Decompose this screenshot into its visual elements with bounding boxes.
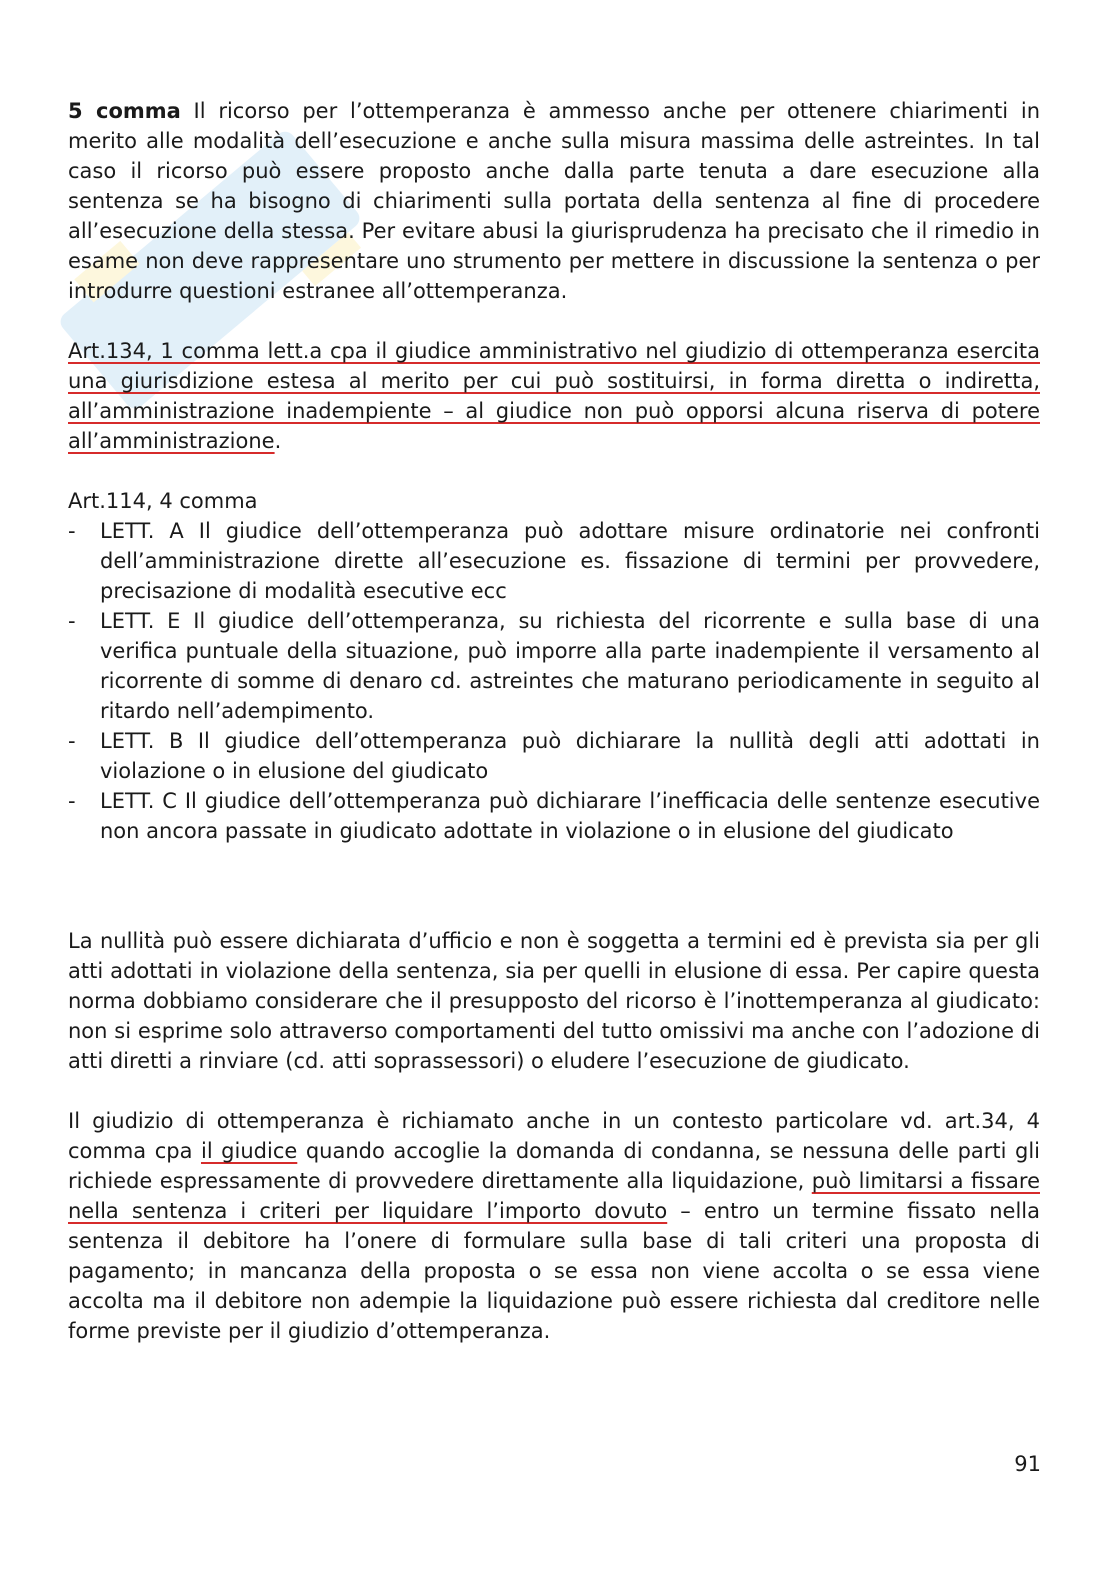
page-number: 91 (1014, 1452, 1041, 1476)
paragraph-text: Il ricorso per l’ottemperanza è ammesso anche per ottenere chiarimenti in merito alle modalità dell’esecuzione e anche sulla misura massima delle astreintes. In tal caso il ricorso può essere proposto anche dalla parte tenuta a dare esecuzione alla sentenza se ha bisogno di chiarimenti sulla portata della sentenza al fine di procedere all’esecuzione della stessa. Per evitare abusi la giurisprudenza ha precisato che il rimedio in esame non deve rappresentare uno strumento per mettere in discussione la sentenza o per introdurre questioni estranee all’ottemperanza. (68, 99, 1041, 303)
spacer (68, 846, 1040, 926)
list-dash: - (68, 729, 76, 753)
paragraph-art-134 (68, 336, 1040, 456)
paragraph-tail: . (274, 429, 282, 453)
list-item-text: LETT. E Il giudice dell’ottemperanza, su richiesta del ricorrente e sulla base di una verifica puntuale della situazione, può imporre alla parte inadempiente il versamento al ricorrente di somme di denaro cd. astreintes che maturano periodicamente in seguito al ritardo nell’adempimento. (100, 609, 1040, 723)
list-item (68, 726, 1040, 786)
list-item (68, 786, 1040, 846)
list-item (68, 516, 1040, 606)
list-dash: - (68, 789, 76, 813)
document-page (68, 96, 1040, 1346)
heading-art-114: Art.114, 4 comma (68, 489, 258, 513)
underlined-text: il giudice (200, 1139, 298, 1163)
list-item-text: LETT. B Il giudice dell’ottemperanza può dichiarare la nullità degli atti adottati in violazione o in elusione del giudicato (100, 729, 1040, 783)
paragraph-bold-lead: 5 comma (68, 99, 181, 123)
paragraph-nullita: La nullità può essere dichiarata d’ufficio e non è soggetta a termini ed è prevista sia per gli atti adottati in violazione della sentenza, sia per quelli in elusione di essa. Per capire questa norma dobbiamo considerare che il presupposto del ricorso è l’inottemperanza al giudicato: non si esprime solo attraverso comportamenti del tutto omissivi ma anche con l’adozione di atti diretti a rinviare (cd. atti soprassessori) o eludere l’esecuzione de giudicato. (68, 929, 1040, 1073)
paragraph-text: – entro un termine fissato nella sentenza il debitore ha l’onere di formulare sulla base di tali criteri una proposta di pagamento; in mancanza della proposta o se essa non viene accolta o se essa viene accolta ma il debitore non adempie la liquidazione può essere richiesta dal creditore nelle forme previste per il giudizio d’ottemperanza. (68, 1199, 1040, 1343)
paragraph-text: Il giudizio di ottemperanza è richiamato anche in un contesto particolare vd. art.34, 4 comma cpa (68, 1109, 1040, 1163)
list-item-text: LETT. A Il giudice dell’ottemperanza può adottare misure ordinatorie nei confronti dell’amministrazione dirette all’esecuzione es. fissazione di termini per provvedere, precisazione di modalità esecutive ecc (100, 519, 1040, 603)
paragraph-text: quando accoglie la domanda di condanna, se nessuna delle parti gli richiede espressamente di provvedere direttamente alla liquidazione, (68, 1139, 1040, 1193)
paragraph-art-34 (68, 1106, 1040, 1346)
list-item-text: LETT. C Il giudice dell’ottemperanza può dichiarare l’inefficacia delle sentenze esecutive non ancora passate in giudicato adottate in violazione o in elusione del giudicato (100, 789, 1040, 843)
list-item (68, 606, 1040, 726)
lettere-list (68, 516, 1040, 846)
paragraph-5-comma (68, 96, 1040, 306)
list-dash: - (68, 609, 76, 633)
underlined-text: Art.134, 1 comma lett.a cpa il giudice amministrativo nel giudizio di ottemperanza esercita una giurisdizione estesa al merito per cui può sostituirsi, in forma diretta o indiretta, all’amministrazione inadempiente – al giudice non può opporsi alcuna riserva di potere all’amministrazione (68, 339, 1040, 453)
underlined-text: può limitarsi a fissare nella sentenza i criteri per liquidare l’importo dovuto (68, 1169, 1040, 1223)
list-dash: - (68, 519, 76, 543)
